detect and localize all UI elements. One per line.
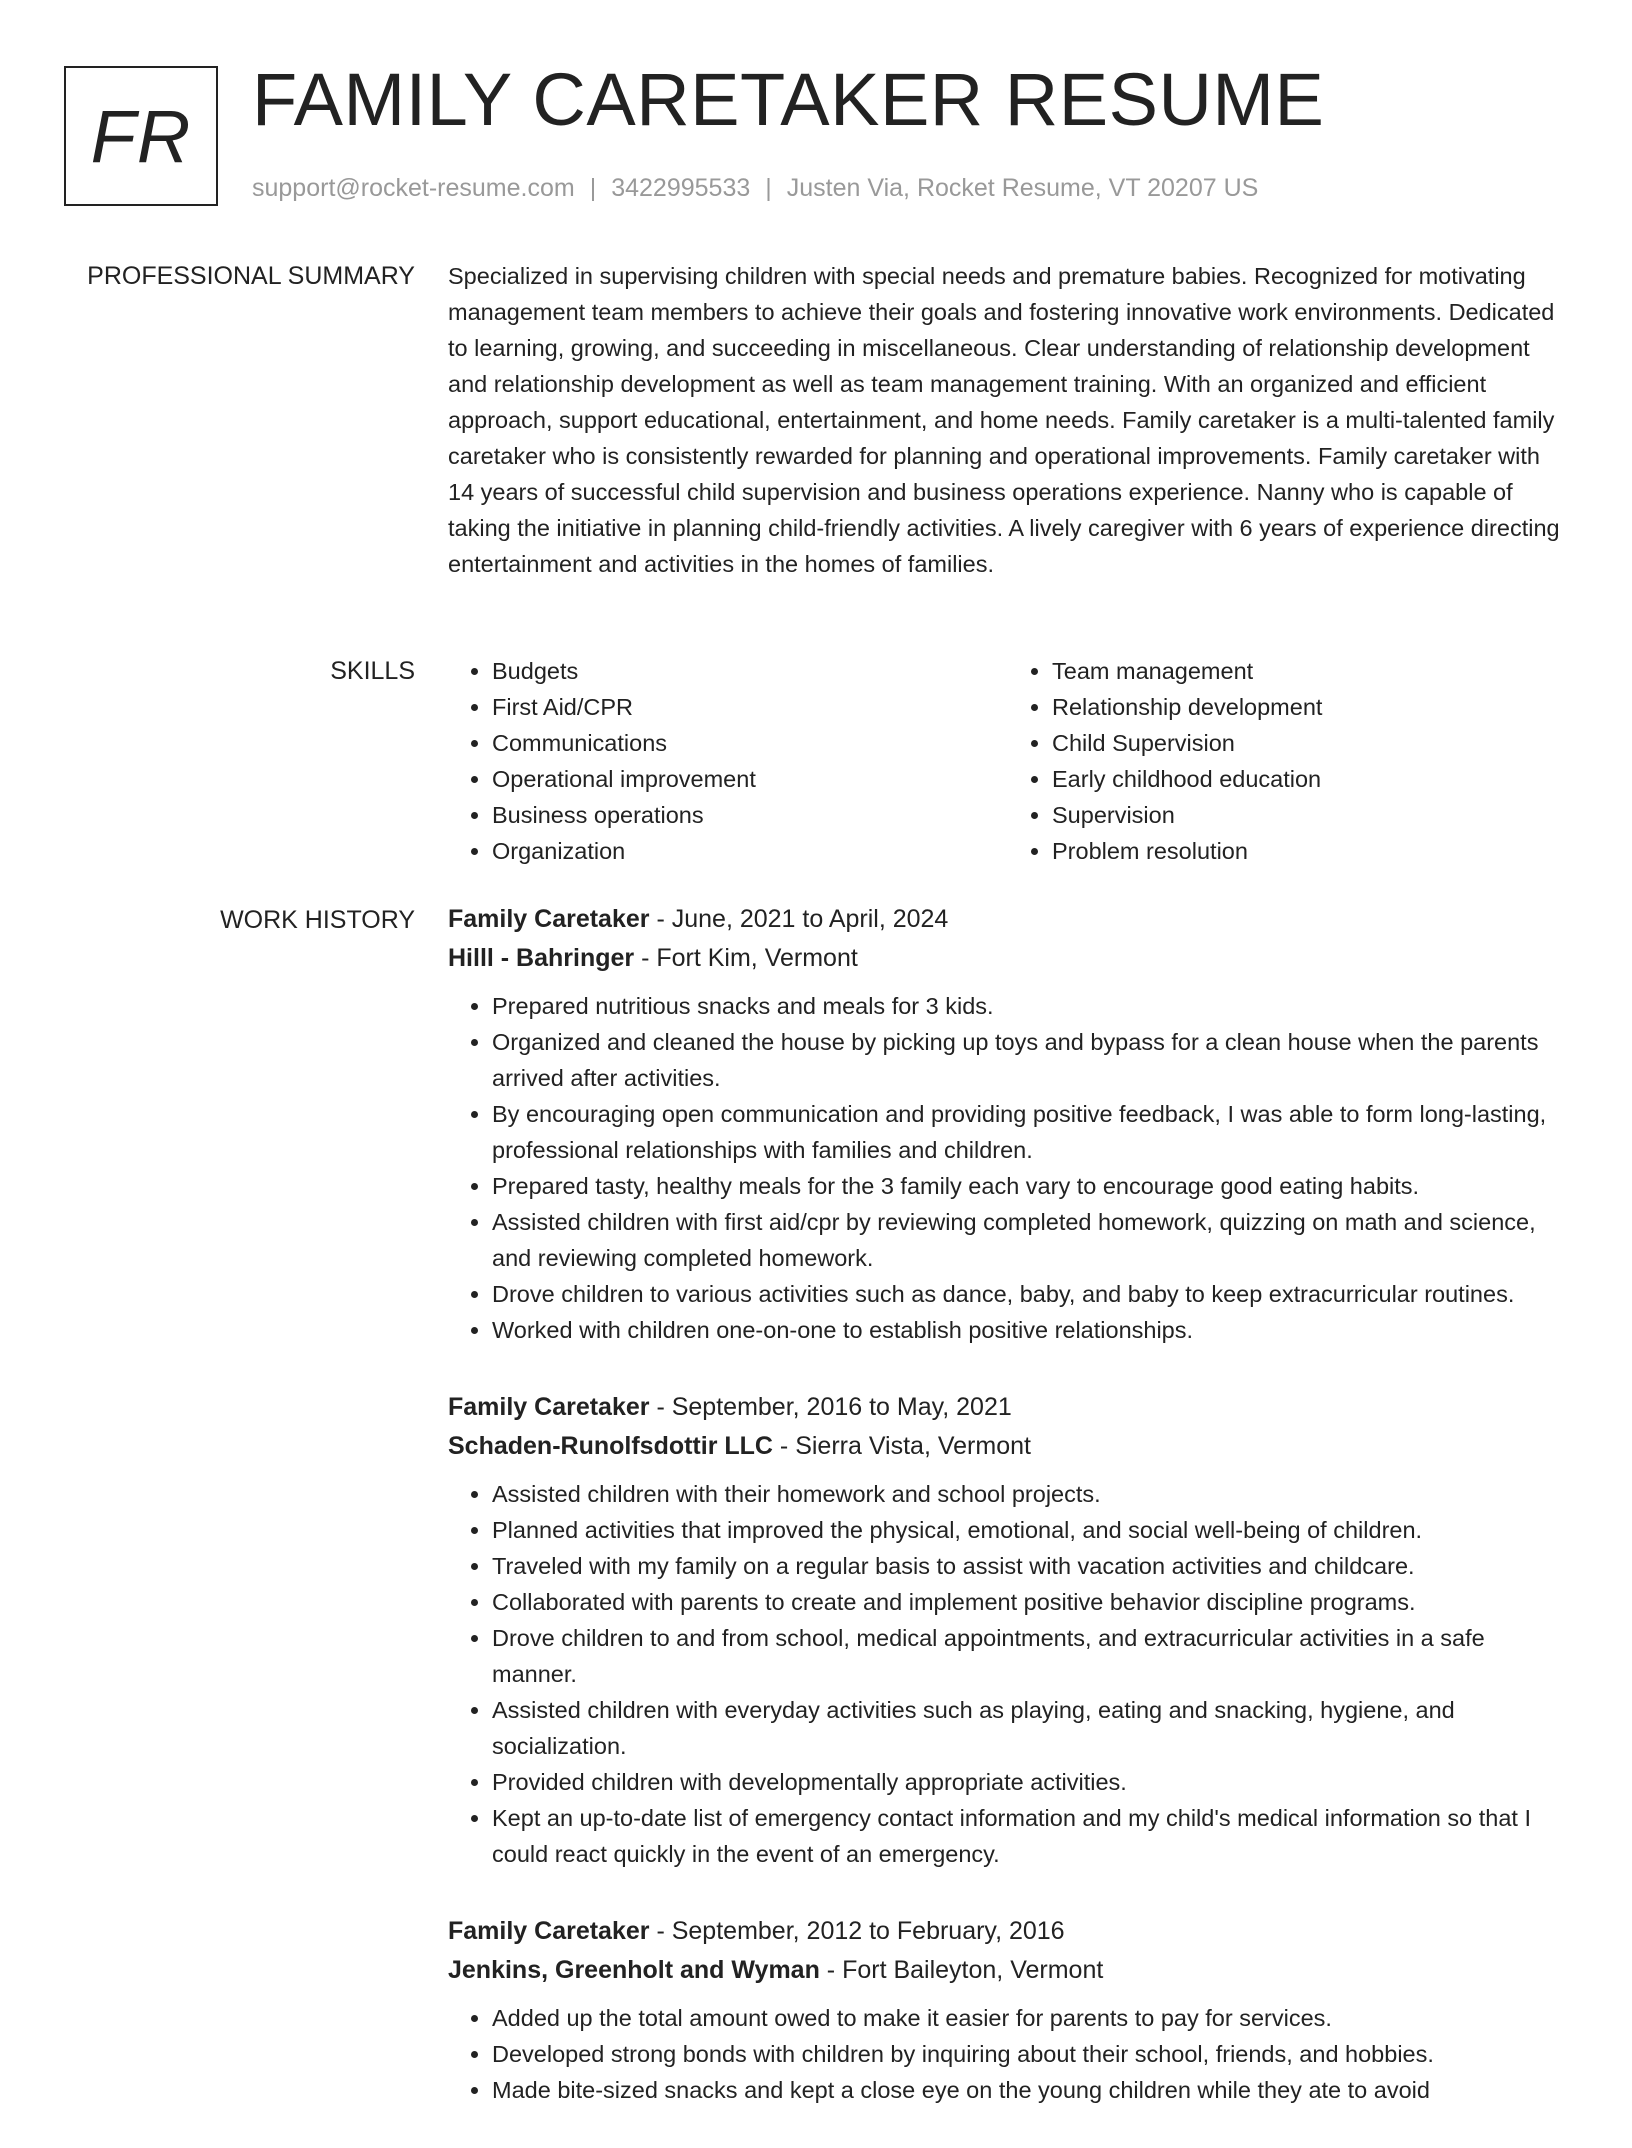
skill-item: • First Aid/CPR (492, 689, 1008, 725)
job-company: Hilll - Bahringer (448, 944, 635, 972)
job-bullet: • Developed strong bonds with children by inquiring about their school, friends, and hobbies. (492, 2036, 1568, 2072)
job-bullet-list (448, 2000, 1568, 2108)
job-role: Family Caretaker (448, 1917, 650, 1945)
initials-text: FR (90, 94, 192, 178)
contact-separator: | (765, 174, 772, 202)
job-company-line (448, 939, 1568, 978)
job-bullet: • Kept an up-to-date list of emergency contact information and my child's medical information so that I could react quickly in the event of an emergency. (492, 1800, 1568, 1872)
job-bullet: • Drove children to and from school, medical appointments, and extracurricular activities in a safe manner. (492, 1620, 1568, 1692)
skills-right-column (1008, 653, 1568, 869)
job-bullet: • Made bite-sized snacks and kept a close eye on the young children while they ate to avoid (492, 2072, 1568, 2108)
job-bullet: • Prepared nutritious snacks and meals for 3 kids. (492, 988, 1568, 1024)
job-company-line (448, 1427, 1568, 1466)
job-bullet: • By encouraging open communication and providing positive feedback, I was able to form long-lasting, professional relationships with families and children. (492, 1096, 1568, 1168)
work-history-heading: WORK HISTORY (220, 906, 415, 934)
job-role: Family Caretaker (448, 905, 650, 933)
summary-body (448, 258, 1568, 582)
job-bullet-list (448, 988, 1568, 1348)
job-bullet: • Drove children to various activities such as dance, baby, and baby to keep extracurricular routines. (492, 1276, 1568, 1312)
job-bullet: • Collaborated with parents to create and implement positive behavior discipline programs. (492, 1584, 1568, 1620)
skill-item: • Relationship development (1052, 689, 1568, 725)
skill-item: • Supervision (1052, 797, 1568, 833)
skill-item: • Child Supervision (1052, 725, 1568, 761)
job-entry (448, 1388, 1568, 1872)
job-dates: - September, 2012 to February, 2016 (649, 1917, 1065, 1945)
job-bullet: • Added up the total amount owed to make it easier for parents to pay for services. (492, 2000, 1568, 2036)
skill-item: • Budgets (492, 653, 1008, 689)
skill-item: • Problem resolution (1052, 833, 1568, 869)
job-company: Jenkins, Greenholt and Wyman (448, 1956, 820, 1984)
job-company-line (448, 1951, 1568, 1990)
contact-email: support@rocket-resume.com (252, 174, 575, 202)
skill-item: • Organization (492, 833, 1008, 869)
job-location: - Fort Kim, Vermont (634, 944, 858, 972)
skills-left-column (448, 653, 1008, 869)
job-bullet: • Assisted children with everyday activities such as playing, eating and snacking, hygiene, and socialization. (492, 1692, 1568, 1764)
resume-title: FAMILY CARETAKER RESUME (252, 58, 1325, 141)
skill-item: • Team management (1052, 653, 1568, 689)
job-dates: - September, 2016 to May, 2021 (649, 1393, 1012, 1421)
job-bullet: • Assisted children with their homework and school projects. (492, 1476, 1568, 1512)
job-location: - Sierra Vista, Vermont (772, 1432, 1031, 1460)
job-bullet: • Provided children with developmentally appropriate activities. (492, 1764, 1568, 1800)
skill-item: • Early childhood education (1052, 761, 1568, 797)
skills-heading: SKILLS (330, 657, 415, 685)
contact-phone: 3422995533 (611, 174, 751, 202)
job-title-line (448, 900, 1568, 939)
initials-monogram (64, 66, 218, 206)
job-bullet: • Organized and cleaned the house by picking up toys and bypass for a clean house when the parents arrived after activities. (492, 1024, 1568, 1096)
job-title-line (448, 1388, 1568, 1427)
job-bullet: • Traveled with my family on a regular basis to assist with vacation activities and childcare. (492, 1548, 1568, 1584)
contact-address: Justen Via, Rocket Resume, VT 20207 US (786, 174, 1259, 202)
skills-body (448, 653, 1568, 869)
summary-heading: PROFESSIONAL SUMMARY (87, 262, 415, 290)
job-bullet: • Prepared tasty, healthy meals for the 3 family each vary to encourage good eating habits. (492, 1168, 1568, 1204)
skill-item: • Communications (492, 725, 1008, 761)
job-entry (448, 900, 1568, 1348)
skills-columns (448, 653, 1568, 869)
contact-line (252, 174, 1258, 203)
job-entry (448, 1912, 1568, 2108)
job-role: Family Caretaker (448, 1393, 650, 1421)
work-history-body (448, 900, 1568, 2148)
job-location: - Fort Baileyton, Vermont (819, 1956, 1104, 1984)
job-bullet: • Worked with children one-on-one to establish positive relationships. (492, 1312, 1568, 1348)
skill-item: • Business operations (492, 797, 1008, 833)
job-dates: - June, 2021 to April, 2024 (649, 905, 949, 933)
job-title-line (448, 1912, 1568, 1951)
job-bullet: • Assisted children with first aid/cpr by reviewing completed homework, quizzing on math and science, and reviewing completed homework. (492, 1204, 1568, 1276)
job-bullet: • Planned activities that improved the physical, emotional, and social well-being of children. (492, 1512, 1568, 1548)
contact-separator: | (589, 174, 597, 202)
job-bullet-list (448, 1476, 1568, 1872)
skill-item: • Operational improvement (492, 761, 1008, 797)
job-company: Schaden-Runolfsdottir LLC (448, 1432, 773, 1460)
summary-text: Specialized in supervising children with special needs and premature babies. Recognized for motivating management team members to achieve their goals and fostering innovative work environments. Dedicated to learning, growing, and succeeding in miscellaneous. Clear understanding of relationship development and relationship development as well as team management training. With an organized and efficient approach, support educational, entertainment, and home needs. Family caretaker is a multi-talented family caretaker who is consistently rewarded for planning and operational improvements. Family caretaker with 14 years of successful child supervision and business operations experience. Nanny who is capable of taking the initiative in planning child-friendly activities. A lively caregiver with 6 years of experience directing entertainment and activities in the homes of families. (448, 263, 1560, 577)
